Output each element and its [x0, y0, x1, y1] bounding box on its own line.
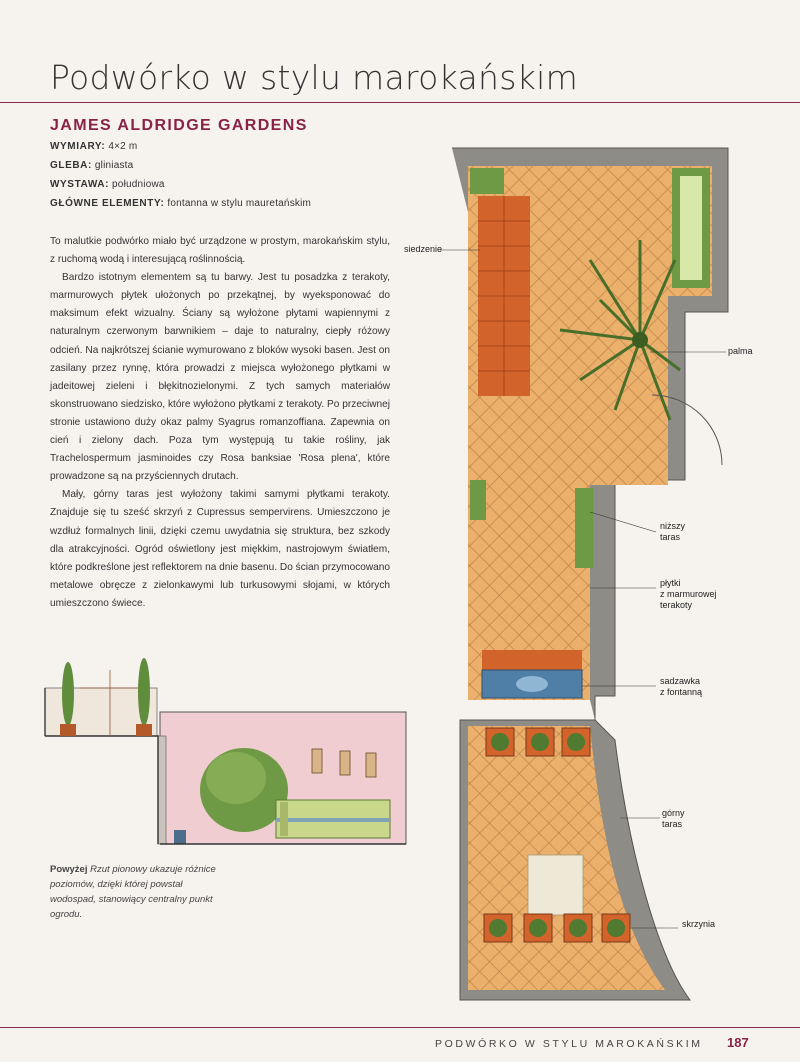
paragraph: Mały, górny taras jest wyłożony takimi samymi płytkami terakoty. Znajduje się tu sześć skrzyń z Cupressus sempervirens. Umieszczono je wzdłuż formalnych linii, dzięki czemu uwydatnia się struktura, bez szkody dla atrakcyjności. Ogród oświetlony jest miękkim, nastrojowym światłem, które podkreślone jest reflektorem na dnie basenu. Do ścian przymocowano metalowe obręcze z zielonkawymi lub turkusowymi słojami, w których umieszczono świece.	[50, 489, 390, 609]
caption-lead: Powyżej	[50, 864, 88, 875]
design-heading: JAMES ALDRIDGE GARDENS	[50, 117, 308, 134]
label-line: taras	[660, 532, 681, 542]
cypress-left	[62, 662, 74, 726]
elevation-drawing	[40, 650, 410, 855]
label-skrzynia: skrzynia	[682, 919, 716, 929]
paragraph: To malutkie podwórko miało być urządzone w prostym, marokańskim stylu, z ruchomą wodą i interesującą roślinnością.	[50, 236, 390, 266]
garden-plan	[440, 140, 740, 1010]
label-line: z fontanną	[660, 687, 703, 697]
paragraph: Bardzo istotnym elementem są tu barwy. Jest tu posadzka z terakoty, marmurowych płytek ułożonych po przekątnej, by wyeksponować do maksimum efekt wizualny. Ściany są wyłożone płytami wapiennymi z naturalnym czerwonym barwnikiem – daje to naturalny, ciepły różowy odcień. Na najkrótszej ścianie wymurowano z bloków wysoki basen. Jest on zasilany przez rynnę, która prowadzi z miejsca wyłożonego płytkami w jadeitowej zieleni i błękitnozielonymi. Z tych samych materiałów skonstruowano siedzisko, które wyłożono płytkami z terakoty. Po przeciwnej stronie ustawiono duży okaz palmy Syagrus romanzoffiana. Zapewnia on cień i zielony dach. Poza tym występują tu takie rośliny, jak Trachelospermum jasminoides czy Rosa banksiae 'Rosa plena', które prowadzone są na przyściennych drutach.	[50, 272, 390, 483]
label-line: taras	[662, 819, 683, 829]
label-line: płytki	[660, 578, 681, 588]
spec-exposure	[50, 179, 165, 190]
label-plytki	[660, 578, 717, 611]
cypress-right	[138, 658, 150, 726]
label-line: niższy	[660, 521, 686, 531]
figure-caption	[50, 862, 230, 922]
footer-title: PODWÓRKO W STYLU MAROKAŃSKIM	[435, 1038, 703, 1050]
spec-value: południowa	[112, 179, 165, 190]
spec-soil	[50, 160, 133, 171]
spec-features	[50, 198, 311, 209]
spec-dimensions	[50, 141, 137, 152]
spec-value: fontanna w stylu mauretańskim	[167, 198, 312, 209]
label-line: sadzawka	[660, 676, 701, 686]
spec-value: 4×2 m	[108, 141, 138, 152]
label-nizszy-taras	[660, 521, 685, 543]
spec-label: WYSTAWA:	[50, 179, 110, 190]
spec-label: GŁÓWNE ELEMENTY:	[50, 198, 165, 209]
label-line: terakoty	[660, 600, 693, 610]
footer-rule	[0, 1027, 800, 1028]
label-siedzenie: siedzenie	[404, 244, 443, 254]
label-line: z marmurowej	[660, 589, 717, 599]
label-palma: palma	[728, 346, 753, 356]
page-title: Podwórko w stylu marokańskim	[50, 58, 579, 97]
spec-value: gliniasta	[94, 160, 134, 171]
label-sadzawka	[660, 676, 702, 698]
label-line: górny	[662, 808, 685, 818]
caption-text: Rzut pionowy ukazuje różnice poziomów, dzięki której powstał wodospad, stanowiący centralny punkt ogrodu.	[50, 864, 216, 920]
page-number: 187	[727, 1035, 749, 1050]
header-rule	[0, 102, 800, 103]
article-body	[50, 233, 390, 613]
spec-label: GLEBA:	[50, 160, 92, 171]
spec-label: WYMIARY:	[50, 141, 106, 152]
label-gorny-taras	[662, 808, 685, 830]
